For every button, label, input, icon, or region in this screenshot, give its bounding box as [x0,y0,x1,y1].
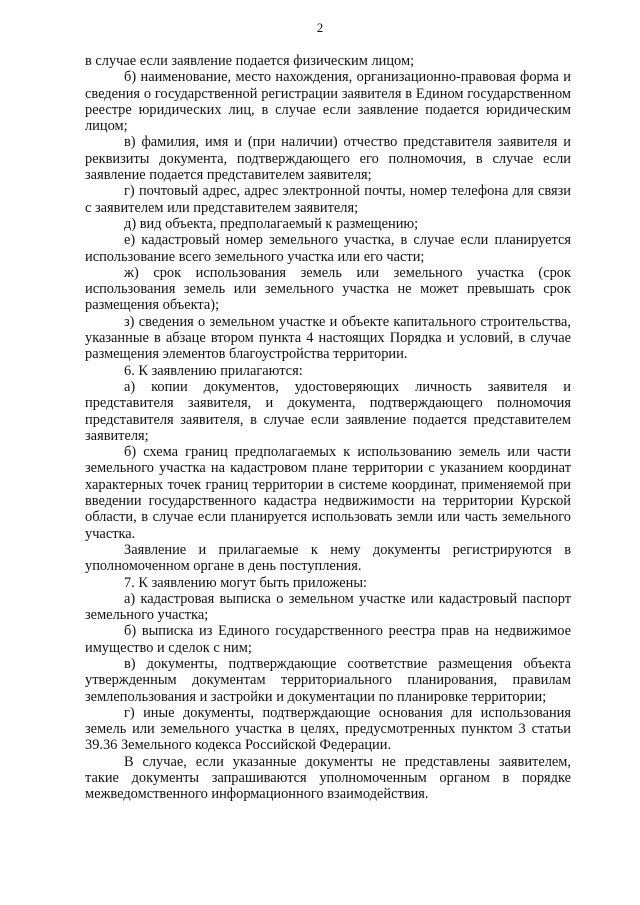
section-heading: 6. К заявлению прилагаются: [124,362,303,379]
paragraph: В случае, если указанные документы не представлены заявителем, такие документы запрашиваются уполномоченным органом в порядке межведомственного информационного взаимодействия. [85,753,571,803]
paragraph: Заявление и прилагаемые к нему документы регистрируются в уполномоченном органе в день поступления. [85,541,571,575]
section-heading: 7. К заявлению могут быть приложены: [124,574,368,591]
document-body [85,53,571,803]
paragraph: е) кадастровый номер земельного участка, в случае если планируется использование всего земельного участка или его части; [85,232,571,265]
page-number: 2 [316,20,324,35]
paragraph: в случае если заявление подается физическим лицом; [85,53,415,69]
paragraph: з) сведения о земельном участке и объекте капитального строительства, указанные в абзаце втором пункта 4 настоящих Порядка и условий, в случае размещения элементов благоустройства территории. [85,313,571,363]
paragraph: ж) срок использования земель или земельного участка (срок использования земель или земельного участка не может превышать срок размещения объекта); [85,264,571,314]
paragraph: а) копии документов, удостоверяющих личность заявителя и представителя заявителя, и документа, подтверждающего полномочия представителя заявителя, в случае если заявление подается представителем заявителя; [85,378,571,444]
paragraph: б) наименование, место нахождения, организационно-правовая форма и сведения о государственной регистрации заявителя в Едином государственном реестре юридических лиц, в случае если заявление подается юридическим лицом; [85,69,571,135]
paragraph: г) почтовый адрес, адрес электронной почты, номер телефона для связи с заявителем или представителем заявителя; [85,183,571,216]
paragraph: б) схема границ предполагаемых к использованию земель или части земельного участка на кадастровом плане территории с указанием координат характерных точек границ территории в системе координат, применяемой при введении государственного кадастра недвижимости на территории Курской области, в случае если планируется использовать земли или часть земельного участка. [85,444,571,542]
paragraph: а) кадастровая выписка о земельном участке или кадастровый паспорт земельного участка; [85,590,571,624]
paragraph: в) фамилия, имя и (при наличии) отчество представителя заявителя и реквизиты документа, подтверждающего его полномочия, в случае если заявление подается представителем заявителя; [85,134,571,184]
paragraph: д) вид объекта, предполагаемый к размещению; [124,215,419,232]
paragraph: г) иные документы, подтверждающие основания для использования земель или земельного участка в целях, предусмотренных пунктом 3 статьи 39.36 Земельного кодекса Российской Федерации. [85,704,571,754]
paragraph: в) документы, подтверждающие соответствие размещения объекта утвержденным документам территориального планирования, правилам землепользования и застройки и документации по планировке территории; [85,655,571,705]
paragraph: б) выписка из Единого государственного реестра прав на недвижимое имущество и сделок с ним; [85,623,571,656]
